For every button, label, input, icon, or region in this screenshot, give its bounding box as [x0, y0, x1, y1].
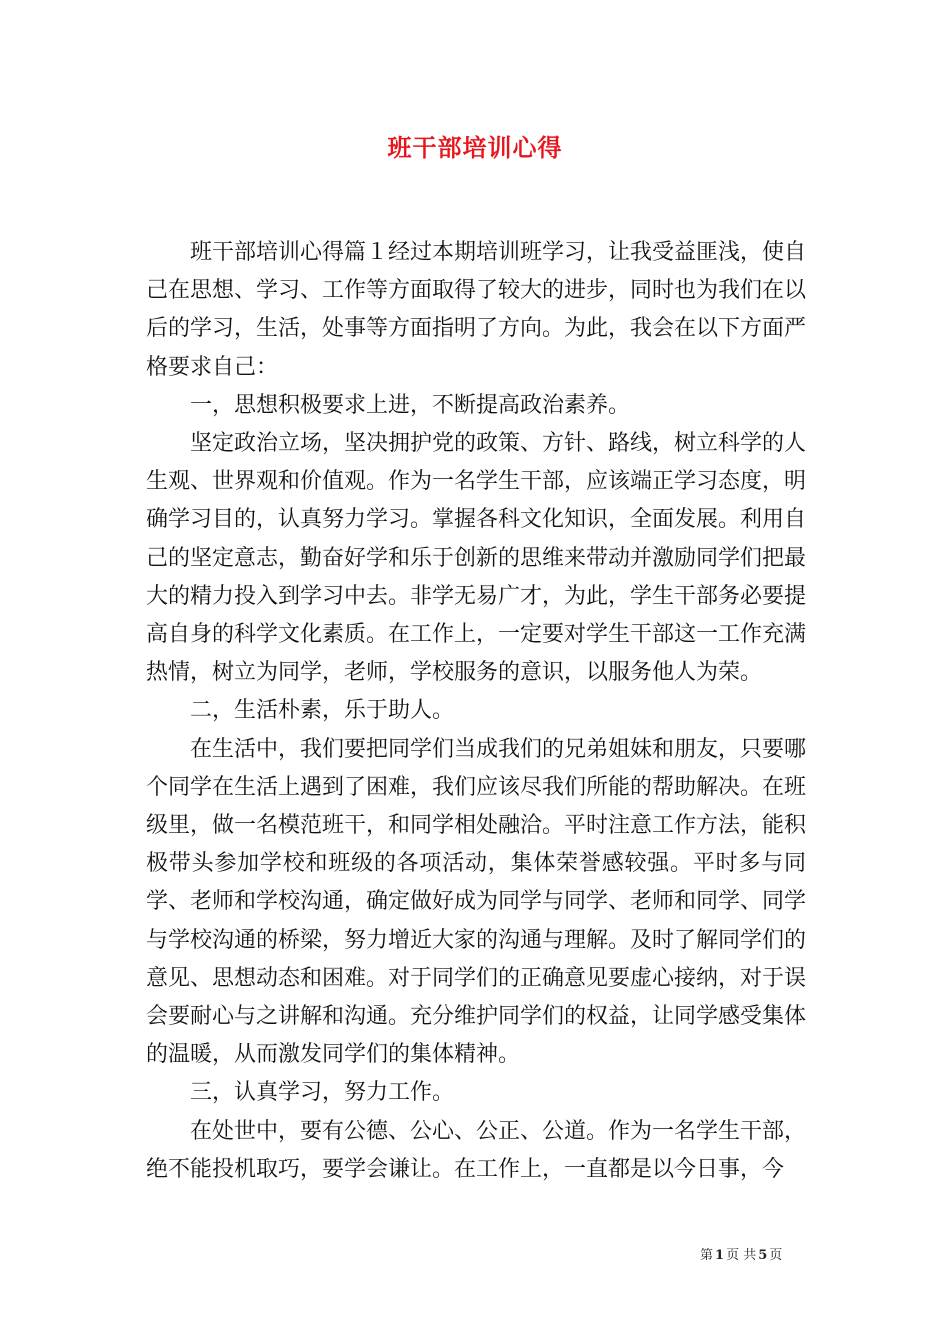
footer-total-pages: 5 [758, 1248, 768, 1263]
footer-suffix: 页 [769, 1248, 783, 1263]
footer-middle: 页 共 [726, 1248, 757, 1263]
document-body [146, 234, 806, 1189]
section-heading-1: 一，思想积极要求上进，不断提高政治素养。 [190, 392, 631, 418]
document-title: 班干部培训心得 [387, 133, 563, 162]
paragraph-section-2: 在生活中，我们要把同学们当成我们的兄弟姐妹和朋友，只要哪个同学在生活上遇到了困难，我们应该尽我们所能的帮助解决。在班级里，做一名模范班干，和同学相处融洽。平时注意工作方法，能积极带头参加学校和班级的各项活动，集体荣誉感较强。平时多与同学、老师和学校沟通，确定做好成为同学与同学、老师和同学、同学与学校沟通的桥梁，努力增近大家的沟通与理解。及时了解同学们的意见、思想动态和困难。对于同学们的正确意见要虚心接纳，对于误会要耐心与之讲解和沟通。充分维护同学们的权益，让同学感受集体的温暖，从而激发同学们的集体精神。 [146, 736, 807, 1068]
paragraph-section-1: 坚定政治立场，坚决拥护党的政策、方针、路线，树立科学的人生观、世界观和价值观。作为一名学生干部，应该端正学习态度，明确学习目的，认真努力学习。掌握各科文化知识，全面发展。利用自己的坚定意志，勤奋好学和乐于创新的思维来带动并激励同学们把最大的精力投入到学习中去。非学无易广才，为此，学生干部务必要提高自身的科学文化素质。在工作上，一定要对学生干部这一工作充满热情，树立为同学，老师，学校服务的意识，以服务他人为荣。 [146, 431, 807, 686]
section-heading-2: 二，生活朴素，乐于助人。 [190, 698, 455, 724]
paragraph-intro: 班干部培训心得篇１经过本期培训班学习，让我受益匪浅，使自己在思想、学习、工作等方面取得了较大的进步，同时也为我们在以后的学习，生活，处事等方面指明了方向。为此，我会在以下方面严格要求自己： [146, 240, 807, 380]
paragraph-section-3: 在处世中，要有公德、公心、公正、公道。作为一名学生干部，绝不能投机取巧，要学会谦让。在工作上，一直都是以今日事，今 [146, 1118, 807, 1182]
page-number-footer [700, 1246, 840, 1266]
footer-current-page: 1 [715, 1248, 725, 1263]
section-heading-3: 三，认真学习，努力工作。 [190, 1080, 455, 1106]
footer-prefix: 第 [700, 1248, 714, 1263]
